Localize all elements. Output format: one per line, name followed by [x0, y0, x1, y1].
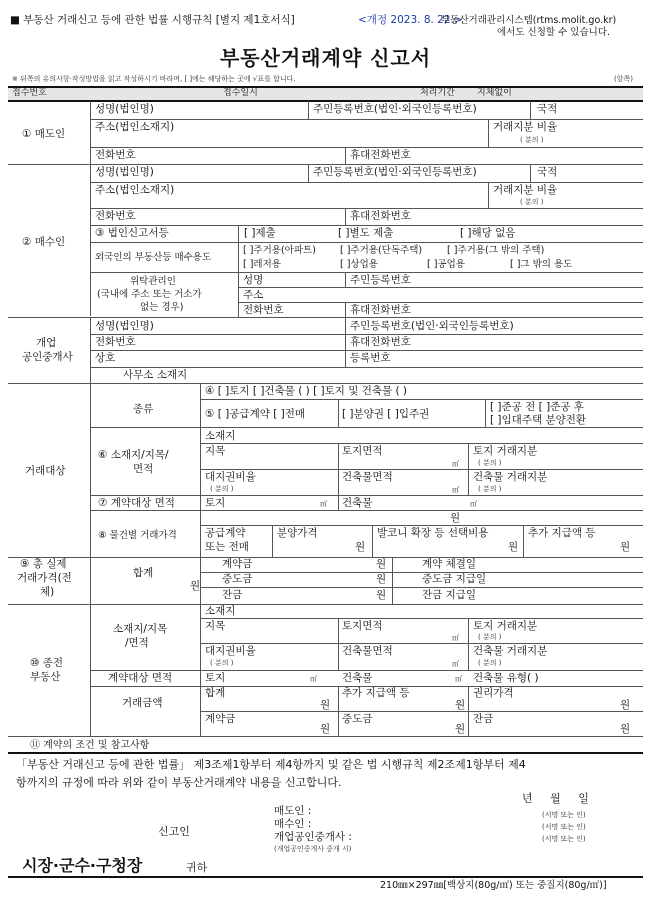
- use-other-checkbox[interactable]: [ ]그 밖의 용도: [510, 259, 573, 270]
- addressee: 시장·군수·구청장: [22, 856, 143, 875]
- prior-land-area-label[interactable]: 토지면적: [342, 620, 383, 632]
- location-label-1: ⑥ 소재지/지목/: [98, 449, 169, 461]
- broker-section-label-1: 개업: [36, 337, 57, 349]
- buyer-sign[interactable]: (서명 또는 인): [542, 823, 586, 831]
- buyer-share-unit: ( 분의 ): [520, 198, 544, 206]
- declaration-line-1: 「부동산 거래신고 등에 관한 법률」 제3조제1항부터 제4항까지 및 같은 법 시행규칙 제2조제1항부터 제4: [16, 758, 526, 771]
- prior-land-share-unit: ( 분의 ): [478, 633, 502, 641]
- prior-bldg-share-label[interactable]: 건축물 거래지분: [473, 645, 548, 657]
- balcony-label[interactable]: 발코니 확장 등 선택비용: [377, 527, 489, 539]
- use-leisure-checkbox[interactable]: [ ]레저용: [243, 259, 281, 270]
- trustee-sub-2: 없는 경우): [140, 302, 184, 313]
- trustee-title: 위탁관리인: [130, 276, 176, 287]
- buyer-nationality-label[interactable]: 국적: [537, 166, 558, 178]
- reporter-broker-label: 개업공인중개사 :: [274, 831, 352, 843]
- honorific: 귀하: [186, 861, 208, 874]
- prior-deposit-won: 원: [320, 723, 331, 735]
- prior-balance-label[interactable]: 잔금: [473, 713, 494, 725]
- trustee-sub-1: (국내에 주소 또는 거소가: [97, 289, 202, 300]
- balcony-won: 원: [508, 541, 519, 553]
- reporter-seller-label: 매도인 :: [274, 805, 312, 817]
- buyer-reg-label[interactable]: 주민등록번호(법인·외국인등록번호): [313, 166, 477, 178]
- contract-land-unit: ㎡: [320, 500, 327, 508]
- corp-separate-checkbox[interactable]: [ ]별도 제출: [338, 227, 394, 239]
- prior-section-label-1: ⑩ 종전: [30, 657, 64, 669]
- target-land-share-label[interactable]: 토지 거래지분: [473, 445, 538, 457]
- corp-report-label: ③ 법인신고서등: [95, 227, 169, 239]
- buyer-share-label[interactable]: 거래지분 비율: [493, 184, 558, 196]
- system-line-2: 에서도 신청할 수 있습니다.: [497, 27, 611, 38]
- kind-completion[interactable]: [ ]준공 전 [ ]준공 후: [490, 401, 584, 413]
- kind-presale-right[interactable]: [ ]분양권 [ ]입주권: [342, 408, 430, 420]
- item-total-won: 원: [450, 512, 461, 524]
- target-bldg-share-unit: ( 분의 ): [478, 485, 502, 493]
- seller-nationality-label[interactable]: 국적: [537, 103, 558, 115]
- use-detached-checkbox[interactable]: [ ]주거용(단독주택): [340, 245, 423, 256]
- total-section-label-3: 체): [40, 586, 55, 598]
- kind-supply-resale[interactable]: ⑤ [ ]공급계약 [ ]전매: [205, 408, 306, 420]
- contract-area-label: ⑦ 계약대상 면적: [98, 497, 175, 509]
- declaration-date[interactable]: 년 월 일: [522, 792, 589, 805]
- reporter-label: 신고인: [158, 825, 190, 838]
- broker-reg-label[interactable]: 주민등록번호(법인·외국인등록번호): [350, 320, 514, 332]
- target-jimok-label[interactable]: 지목: [205, 445, 226, 457]
- trustee-phone-label[interactable]: 전화번호: [243, 304, 284, 316]
- target-bldg-share-label[interactable]: 건축물 거래지분: [473, 471, 548, 483]
- prior-bldg-area-unit: ㎡: [452, 660, 459, 668]
- broker-sign[interactable]: (서명 또는 인): [542, 835, 586, 843]
- target-land-right-unit: ( 분의 ): [210, 485, 234, 493]
- processing-period-label: 처리기간: [420, 88, 455, 98]
- conditions-label[interactable]: ⑪ 계약의 조건 및 참고사항: [30, 740, 150, 751]
- middle-label[interactable]: 중도금: [222, 573, 253, 585]
- broker-reg-number-label[interactable]: 등록번호: [350, 352, 391, 364]
- prior-amount-label: 거래금액: [122, 697, 163, 709]
- law-reference: ■ 부동산 거래신고 등에 관한 법률 시행규칙 [별지 제1호서식]: [10, 14, 295, 26]
- middle-won: 원: [376, 573, 387, 585]
- processing-period-value: 지체없이: [477, 88, 512, 98]
- receipt-date-label: 접수일시: [223, 88, 258, 98]
- deposit-label[interactable]: 계약금: [222, 558, 253, 570]
- use-industrial-checkbox[interactable]: [ ]공업용: [427, 259, 465, 270]
- prior-sum-label[interactable]: 합계: [205, 687, 226, 699]
- prior-jimok-label[interactable]: 지목: [205, 620, 226, 632]
- contract-date-label[interactable]: 계약 체결일: [422, 558, 477, 570]
- total-section-label-2: 거래가격(전: [17, 572, 72, 584]
- broker-section-label-2: 공인중개사: [22, 351, 73, 363]
- supply-label-1: 공급계약: [205, 527, 246, 539]
- receipt-row: [8, 86, 643, 100]
- prior-contract-area-label: 계약대상 면적: [108, 672, 173, 684]
- seller-share-label[interactable]: 거래지분 비율: [493, 121, 558, 133]
- target-bldg-area-label[interactable]: 건축물면적: [342, 471, 393, 483]
- seller-reg-label[interactable]: 주민등록번호(법인·외국인등록번호): [313, 103, 477, 115]
- buyer-section-label: ② 매수인: [22, 236, 66, 248]
- prior-bldg-share-unit: ( 분의 ): [478, 659, 502, 667]
- seller-share-unit: ( 분의 ): [520, 136, 544, 144]
- prior-location-label-2: /면적: [125, 637, 149, 649]
- kind-rental-conversion[interactable]: [ ]임대주택 분양전환: [490, 414, 587, 426]
- prior-contract-building-unit: ㎡: [455, 675, 462, 683]
- page-side: (앞쪽): [614, 75, 633, 83]
- broker-phone-label[interactable]: 전화번호: [95, 336, 136, 348]
- seller-mobile-label[interactable]: 휴대전화번호: [350, 149, 411, 161]
- foreign-use-label: 외국인의 부동산등 매수용도: [95, 252, 212, 263]
- trustee-reg-label[interactable]: 주민등록번호: [350, 274, 411, 286]
- target-land-area-unit: ㎡: [452, 460, 459, 468]
- seller-sign[interactable]: (서명 또는 인): [542, 811, 586, 819]
- broker-trade-name-label[interactable]: 상호: [95, 352, 116, 364]
- prior-rights-won: 원: [620, 699, 631, 711]
- prior-bldg-area-label[interactable]: 건축물면적: [342, 645, 393, 657]
- broker-note: (개업공인중개사 중개 시): [274, 845, 352, 853]
- declaration-line-2: 항까지의 규정에 따라 위와 같이 부동산거래계약 내용을 신고합니다.: [16, 776, 342, 789]
- extra-won: 원: [620, 541, 631, 553]
- prior-middle-label[interactable]: 중도금: [342, 713, 373, 725]
- target-land-area-label[interactable]: 토지면적: [342, 445, 383, 457]
- corp-none-checkbox[interactable]: [ ]해당 없음: [460, 227, 516, 239]
- buyer-name-label[interactable]: 성명(법인명): [95, 166, 154, 178]
- instructions-note: ※ 뒤쪽의 유의사항·작성방법을 읽고 작성하시기 바라며, [ ]에는 해당하는 곳에 √표를 합니다.: [12, 75, 296, 83]
- use-commercial-checkbox[interactable]: [ ]상업용: [340, 259, 378, 270]
- seller-section-label: ① 매도인: [22, 128, 66, 140]
- prior-rights-label[interactable]: 권리가격: [473, 687, 514, 699]
- prior-land-share-label[interactable]: 토지 거래지분: [473, 620, 538, 632]
- extra-label[interactable]: 추가 지급액 등: [528, 527, 596, 539]
- page-title: 부동산거래계약 신고서: [219, 46, 432, 70]
- prior-middle-won: 원: [455, 723, 466, 735]
- prior-land-right-unit: ( 분의 ): [210, 659, 234, 667]
- seller-name-label[interactable]: 성명(법인명): [95, 103, 154, 115]
- prior-contract-building-label[interactable]: 건축물: [342, 672, 373, 684]
- buyer-address-label[interactable]: 주소(법인소재지): [95, 184, 175, 196]
- prior-land-right-label[interactable]: 대지권비율: [205, 645, 256, 657]
- prior-extra-won: 원: [455, 699, 466, 711]
- total-sum-label: 합계: [133, 567, 154, 579]
- seller-phone-label[interactable]: 전화번호: [95, 149, 136, 161]
- target-land-share-unit: ( 분의 ): [478, 459, 502, 467]
- balance-won: 원: [376, 589, 387, 601]
- balance-date-label[interactable]: 잔금 지급일: [422, 589, 477, 601]
- sale-price-won: 원: [355, 541, 366, 553]
- supply-label-2: 또는 전매: [205, 541, 249, 553]
- broker-office-label[interactable]: 사무소 소재지: [123, 369, 188, 381]
- sale-price-label[interactable]: 분양가격: [277, 527, 318, 539]
- contract-building-unit: ㎡: [470, 500, 477, 508]
- revision-note: <개정 2023. 8. 22.>: [358, 14, 463, 26]
- total-section-label-1: ⑨ 총 실제: [20, 558, 67, 570]
- contract-land-label[interactable]: 토지: [205, 497, 226, 509]
- corp-submit-checkbox[interactable]: [ ]제출: [244, 227, 276, 239]
- prior-balance-won: 원: [620, 723, 631, 735]
- prior-sum-won: 원: [320, 699, 331, 711]
- seller-address-label[interactable]: 주소(법인소재지): [95, 121, 175, 133]
- kind-row-1[interactable]: ④ [ ]토지 [ ]건축물 ( ) [ ]토지 및 건축물 ( ): [205, 385, 408, 397]
- reporter-buyer-label: 매수인 :: [274, 818, 312, 830]
- deposit-won: 원: [376, 558, 387, 570]
- target-bldg-area-unit: ㎡: [452, 486, 459, 494]
- prior-building-type-label[interactable]: 건축물 유형( ): [473, 672, 539, 684]
- trustee-address-label[interactable]: 주소: [243, 289, 264, 301]
- location-label-2: 면적: [133, 463, 154, 475]
- system-line-1: 부동산거래관리시스템(rtms.molit.go.kr): [441, 15, 617, 26]
- prior-contract-land-label[interactable]: 토지: [205, 672, 226, 684]
- target-land-right-label[interactable]: 대지권비율: [205, 471, 256, 483]
- kind-label: 종류: [133, 403, 154, 415]
- prior-extra-label[interactable]: 추가 지급액 등: [342, 687, 410, 699]
- contract-building-label[interactable]: 건축물: [342, 497, 373, 509]
- trustee-mobile-label[interactable]: 휴대전화번호: [350, 304, 411, 316]
- receipt-number-label: 접수번호: [12, 88, 47, 98]
- prior-contract-land-unit: ㎡: [310, 675, 317, 683]
- prior-land-area-unit: ㎡: [452, 634, 459, 642]
- use-apt-checkbox[interactable]: [ ]주거용(아파트): [243, 245, 316, 256]
- prior-deposit-label[interactable]: 계약금: [205, 713, 236, 725]
- price-by-item-label: ⑧ 물건별 거래가격: [98, 530, 177, 541]
- total-sum-won: 원: [190, 580, 201, 592]
- buyer-mobile-label[interactable]: 휴대전화번호: [350, 210, 411, 222]
- paper-spec: 210㎜×297㎜[백상지(80g/㎡) 또는 중질지(80g/㎡)]: [380, 880, 607, 891]
- buyer-phone-label[interactable]: 전화번호: [95, 210, 136, 222]
- target-location-label[interactable]: 소재지: [205, 430, 236, 442]
- broker-name-label[interactable]: 성명(법인명): [95, 320, 154, 332]
- use-other-res-checkbox[interactable]: [ ]주거용(그 밖의 주택): [447, 245, 545, 256]
- middle-date-label[interactable]: 중도금 지급일: [422, 573, 487, 585]
- target-section-label: 거래대상: [25, 465, 66, 477]
- balance-label[interactable]: 잔금: [222, 589, 243, 601]
- prior-location-field[interactable]: 소재지: [205, 605, 236, 617]
- prior-location-label-1: 소재지/지목: [113, 623, 168, 635]
- broker-mobile-label[interactable]: 휴대전화번호: [350, 336, 411, 348]
- prior-section-label-2: 부동산: [30, 671, 61, 683]
- trustee-name-label[interactable]: 성명: [243, 274, 264, 286]
